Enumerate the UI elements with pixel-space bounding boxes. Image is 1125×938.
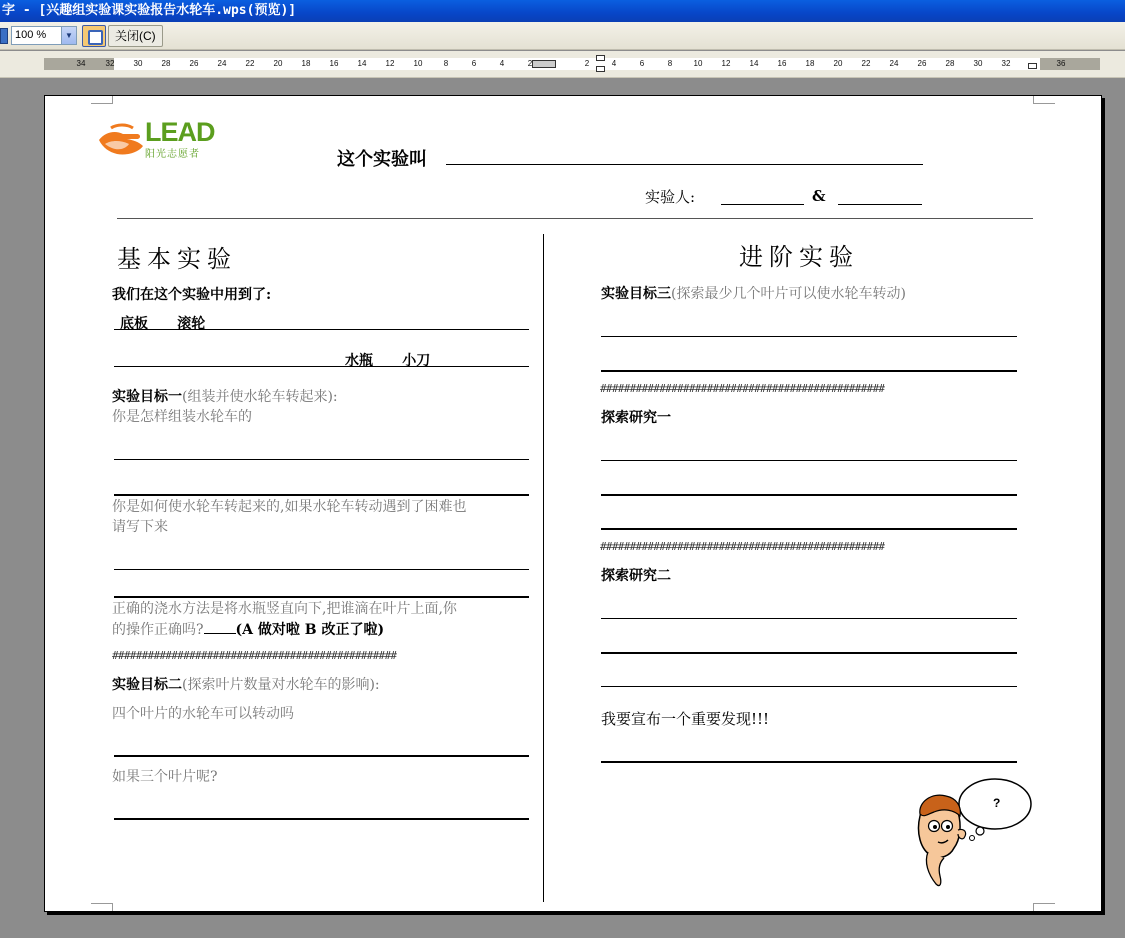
goal3-heading [601, 283, 906, 303]
answer-line-research2-b[interactable] [601, 652, 1017, 654]
water-options: (A 做对啦 B 改正了啦) [235, 622, 385, 638]
header-divider [117, 218, 1033, 219]
answer-line-research1-b[interactable] [601, 494, 1017, 496]
goal3-label: 实验目标三 [601, 286, 671, 302]
lead-logo [97, 118, 227, 160]
ruler-tick-label: 4 [499, 59, 505, 68]
ruler-tick-label: 20 [273, 59, 283, 68]
ruler-tick-label: 12 [721, 59, 731, 68]
logo-subtitle: 阳光志愿者 [145, 149, 200, 160]
answer-line-q4[interactable] [114, 755, 529, 757]
window-title: 字 - [兴趣组实验课实验报告水轮车.wps(预览)] [2, 3, 297, 18]
ruler-tick-label: 10 [413, 59, 423, 68]
thinking-boy-illustration [910, 776, 1035, 896]
ruler-tick-label: 16 [777, 59, 787, 68]
ruler-tick-label: 18 [805, 59, 815, 68]
ruler-tick-label: 22 [245, 59, 255, 68]
ruler-tick-label: 34 [76, 59, 86, 68]
materials-underline-1 [114, 329, 529, 330]
ruler-tick-label: 20 [833, 59, 843, 68]
close-button[interactable]: 关闭(C) [108, 25, 163, 47]
ruler-tick-label: 8 [443, 59, 449, 68]
research-1-label: 探索研究一 [601, 410, 671, 426]
research-2-label: 探索研究二 [601, 568, 671, 584]
answer-line-research1-c[interactable] [601, 528, 1017, 530]
question-water-line2 [112, 619, 384, 639]
column-divider [543, 234, 544, 902]
goal1-desc: (组装并使水轮车转起来): [182, 389, 338, 405]
hands-logo-icon [97, 118, 149, 160]
materials-underline-2 [114, 366, 529, 367]
question-four-blades: 四个叶片的水轮车可以转动吗 [112, 706, 294, 722]
goal3-desc: (探索最少几个叶片可以使水轮车转动) [671, 286, 906, 302]
question-rotate-line1: 你是如何使水轮车转起来的,如果水轮车转动遇到了困难也 [112, 499, 467, 515]
answer-line-goal3-b[interactable] [601, 370, 1017, 372]
ruler-first-indent-marker[interactable] [596, 55, 605, 61]
question-assemble: 你是怎样组装水轮车的 [112, 409, 252, 425]
ruler-track [44, 58, 1100, 70]
ruler-tick-label: 30 [133, 59, 143, 68]
experimenter-label: 实验人: [645, 188, 696, 206]
goal2-desc: (探索叶片数量对水轮车的影响): [182, 677, 380, 693]
ruler-tick-label: 26 [917, 59, 927, 68]
goal1-heading [112, 386, 338, 406]
experiment-name-label: 这个实验叫 [337, 149, 427, 170]
answer-line-research2-a[interactable] [601, 618, 1017, 619]
ruler-tick-label: 8 [667, 59, 673, 68]
ruler-tick-label: 30 [973, 59, 983, 68]
ruler-tick-label: 32 [105, 59, 115, 68]
thinking-boy-icon [910, 776, 1035, 896]
separator-advanced-2: ################################################ [600, 540, 885, 553]
ruler-tick-label: 2 [527, 59, 533, 68]
experiment-name-blank[interactable] [446, 164, 923, 165]
view-mode-button[interactable] [82, 25, 106, 47]
answer-line-research1-a[interactable] [601, 460, 1017, 461]
preview-toolbar [0, 22, 1125, 50]
answer-line-q2-a[interactable] [114, 569, 529, 570]
ampersand: & [812, 187, 826, 205]
answer-line-goal3-a[interactable] [601, 336, 1017, 337]
ruler-hanging-indent-marker[interactable] [596, 66, 605, 72]
ruler-tick-label: 14 [357, 59, 367, 68]
answer-line-q5[interactable] [114, 818, 529, 820]
separator-advanced-1: ################################################ [600, 382, 885, 395]
materials-label: 我们在这个实验中用到了: [112, 287, 272, 303]
answer-line-q1-a[interactable] [114, 459, 529, 460]
discovery-label: 我要宣布一个重要发现!!! [601, 710, 770, 728]
goal1-label: 实验目标一 [112, 389, 182, 405]
margin-corner-mark [1033, 903, 1055, 911]
question-water-text: 的操作正确吗? [112, 622, 204, 638]
materials-line-2: 水瓶 小刀 [345, 353, 431, 369]
logo-brand: LEAD [145, 117, 215, 147]
ruler-tick-label: 2 [584, 59, 590, 68]
page-icon [0, 28, 8, 44]
thought-bubble-text: ? [993, 796, 1001, 810]
goal2-heading [112, 674, 380, 694]
document-page [44, 95, 1102, 912]
answer-line-discovery[interactable] [601, 761, 1017, 763]
ruler-tick-label: 6 [639, 59, 645, 68]
goal2-label: 实验目标二 [112, 677, 182, 693]
ruler-tick-label: 36 [1056, 59, 1066, 68]
question-water-line1: 正确的浇水方法是将水瓶竖直向下,把谁滴在叶片上面,你 [112, 601, 457, 617]
zoom-select[interactable] [11, 26, 77, 45]
ruler-tick-label: 16 [329, 59, 339, 68]
ruler-tick-label: 28 [161, 59, 171, 68]
separator-basic: ################################################ [112, 649, 397, 662]
margin-corner-mark [1033, 96, 1055, 104]
experimenter-blank-2[interactable] [838, 204, 922, 205]
ruler-tick-label: 24 [889, 59, 899, 68]
ruler-right-indent-marker[interactable] [1028, 63, 1037, 69]
window-title-bar [0, 0, 1125, 22]
ruler-tick-label: 26 [189, 59, 199, 68]
materials-line-1: 底板 滚轮 [120, 316, 206, 332]
ruler-tick-label: 12 [385, 59, 395, 68]
ruler-column-marker[interactable] [532, 60, 556, 68]
ruler-tick-label: 6 [471, 59, 477, 68]
experimenter-blank-1[interactable] [721, 204, 804, 205]
ruler-right-margin [1040, 58, 1100, 70]
chevron-down-icon[interactable]: ▼ [61, 27, 76, 44]
margin-corner-mark [91, 96, 113, 104]
ruler-tick-label: 28 [945, 59, 955, 68]
answer-line-research2-c[interactable] [601, 686, 1017, 687]
ruler-tick-label: 14 [749, 59, 759, 68]
ruler-tick-label: 10 [693, 59, 703, 68]
ruler-tick-label: 4 [611, 59, 617, 68]
ruler-tick-label: 18 [301, 59, 311, 68]
zoom-value: 100 % [15, 29, 47, 41]
ruler-tick-label: 22 [861, 59, 871, 68]
ruler-tick-label: 24 [217, 59, 227, 68]
answer-blank-water[interactable] [204, 622, 236, 634]
margin-corner-mark [91, 903, 113, 911]
advanced-section-title: 进阶实验 [739, 243, 859, 271]
basic-section-title: 基本实验 [117, 245, 237, 273]
ruler-tick-label: 32 [1001, 59, 1011, 68]
question-rotate-line2: 请写下来 [112, 519, 168, 535]
question-three-blades: 如果三个叶片呢? [112, 769, 218, 785]
